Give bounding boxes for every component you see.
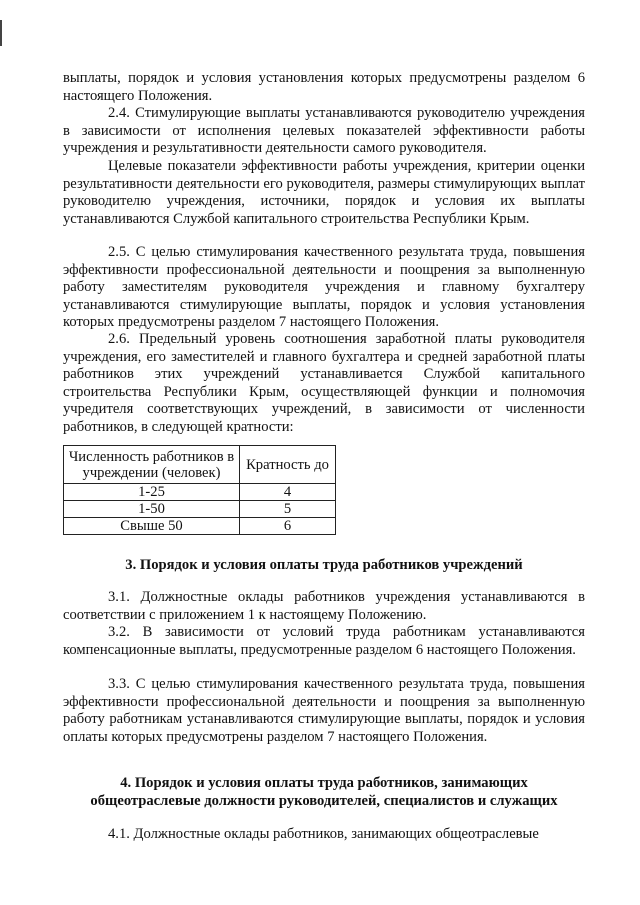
table-cell-ratio: 6 [240,518,336,535]
table-row [64,484,336,501]
table-row [64,501,336,518]
table-cell-employees: Свыше 50 [64,518,240,535]
paragraph-2-5: 2.5. С целью стимулирования качественного результата труда, повышения эффективности профессиональной деятельности и поощрения за выполненную работу заместителям руководителя учреждения и главному бухгалтеру устанавливаются стимулирующие выплаты, порядок и условия установления которых предусмотрены разделом 7 настоящего Положения. [63,244,585,331]
table-cell-ratio: 4 [240,484,336,501]
paragraph-2-6: 2.6. Предельный уровень соотношения заработной платы руководителя учреждения, его заместителей и главного бухгалтера и средней заработной платы работников этих учреждений устанавливается Службой капитального строительства Республики Крым, осуществляющей функции и полномочия учредителя соответствующих учреждений, в зависимости от численности работников, в следующей кратности: [63,331,585,435]
table-cell-ratio: 5 [240,501,336,518]
paragraph-3-3: 3.3. С целью стимулирования качественного результата труда, повышения эффективности профессиональной деятельности и поощрения за выполненную работу работникам устанавливаются стимулирующие выплаты, порядок и условия оплаты которых предусмотрены разделом 7 настоящего Положения. [63,676,585,745]
table-cell-employees: 1-25 [64,484,240,501]
scan-edge-mark [0,20,2,46]
table-row [64,518,336,535]
section-4-heading-line-1: 4. Порядок и условия оплаты труда работников, занимающих [120,775,528,791]
table-cell-employees: 1-50 [64,501,240,518]
section-4-heading-line-2: общеотраслевые должности руководителей, специалистов и служащих [90,792,558,809]
paragraph-continuation: выплаты, порядок и условия установления которых предусмотрены разделом 6 настоящего Положения. [63,70,585,104]
section-4-heading [63,775,585,810]
paragraph-3-1: 3.1. Должностные оклады работников учреждения устанавливаются в соответствии с приложением 1 к настоящему Положению. [63,589,585,623]
paragraph-2-4: 2.4. Стимулирующие выплаты устанавливаются руководителю учреждения в зависимости от исполнения целевых показателей эффективности работы учреждения и результативности деятельности самого руководителя. [63,105,585,157]
ratio-table [63,445,336,535]
paragraph-4-1: 4.1. Должностные оклады работников, занимающих общеотраслевые [108,826,539,842]
paragraph-3-2: 3.2. В зависимости от условий труда работникам устанавливаются компенсационные выплаты, предусмотренные разделом 6 настоящего Положения. [63,624,585,658]
table-header-employees: Численность работников в учреждении (человек) [64,446,240,484]
table-header-row [64,446,336,484]
table-header-ratio: Кратность до [240,446,336,484]
section-3-heading: 3. Порядок и условия оплаты труда работников учреждений [125,557,523,573]
paragraph-target-indicators: Целевые показатели эффективности работы учреждения, критерии оценки результативности деятельности его руководителя, размеры стимулирующих выплат руководителю учреждения, источники, порядок и условия их выплаты устанавливаются Службой капитального строительства Республики Крым. [63,158,585,227]
